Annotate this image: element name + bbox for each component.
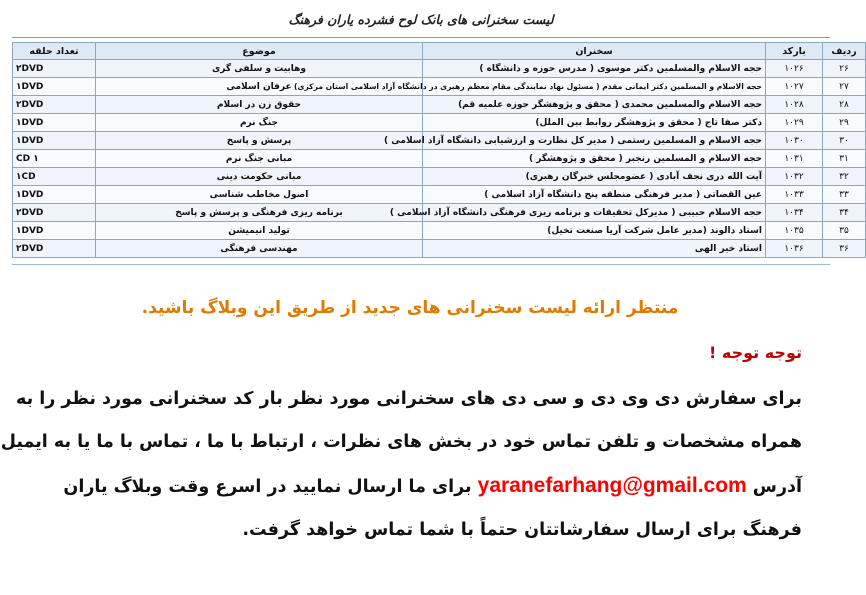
cell-row-number: ۳۶ [823,240,866,258]
table-row [13,60,866,78]
cell-count: ۱DVD [13,222,96,240]
cell-barcode: ۱۰۲۷ [766,78,823,96]
cell-count: ۱DVD [13,78,96,96]
cell-count: ۲DVD [13,96,96,114]
instructions-line-2: همراه مشخصات و تلفن تماس خود در بخش های نظرات ، ارتباط با ما ، تماس با ما یا به ایمیل [0,432,802,452]
instructions-line-3 [40,464,802,509]
cell-count: ۲DVD [13,60,96,78]
cell-topic: جنگ نرم [96,114,423,132]
cell-speaker: استاد دالوند (مدیر عامل شرکت آریا صنعت تخیل) [423,222,766,240]
cell-count: ۲DVD [13,240,96,258]
cell-topic: مبانی حکومت دینی [96,168,423,186]
cell-speaker: دکتر صفا تاج ( محقق و پژوهشگر روابط بین الملل) [423,114,766,132]
cell-topic: مبانی جنگ نرم [96,150,423,168]
title-divider [12,37,830,38]
cell-row-number: ۳۱ [823,150,866,168]
cell-row-number: ۳۳ [823,186,866,204]
table-row [13,132,866,150]
table-row [13,222,866,240]
cell-row-number: ۳۲ [823,168,866,186]
order-instructions [0,378,802,552]
cell-speaker: حجه الاسلام والمسلمین محمدی ( محقق و پژوهشگر حوزه علمیه قم) [423,96,766,114]
cell-topic: برنامه ریزی فرهنگی و پرسش و پاسخ [96,204,423,222]
header-topic: موضوع [96,43,423,60]
cell-barcode: ۱۰۳۴ [766,204,823,222]
table-row [13,186,866,204]
table-row [13,168,866,186]
cell-count: ۲DVD [13,204,96,222]
instructions-line-1: برای سفارش دی وی دی و سی دی های سخنرانی مورد نظر بار کد سخنرانی مورد نظر را به [15,389,802,409]
table-header-row [13,43,866,60]
cell-row-number: ۲۷ [823,78,866,96]
cell-row-number: ۳۴ [823,204,866,222]
cell-speaker: حجه الاسلام و المسلمین رنجبر ( محقق و پژوهشگر ) [423,150,766,168]
cell-topic: تولید انیمیشن [96,222,423,240]
cell-topic: پرسش و پاسخ [96,132,423,150]
cell-speaker: حجه الاسلام و المسلمین رستمی ( مدیر کل نظارت و ارزشیابی دانشگاه آزاد اسلامی ) [423,132,766,150]
cell-barcode: ۱۰۲۸ [766,96,823,114]
cell-row-number: ۲۸ [823,96,866,114]
cell-topic: وهابیت و سلفی گری [96,60,423,78]
cell-speaker: عین القضاتی ( مدیر فرهنگی منطقه پنج دانشگاه آزاد اسلامی ) [423,186,766,204]
cell-row-number: ۲۶ [823,60,866,78]
header-barcode: بارکد [766,43,823,60]
table-row [13,240,866,258]
cell-count: ۱DVD [13,186,96,204]
cell-barcode: ۱۰۳۵ [766,222,823,240]
cell-speaker: حجه الاسلام حبیبی ( مدیرکل تحقیقات و برنامه ریزی فرهنگی دانشگاه آزاد اسلامی ) [423,204,766,222]
address-label: آدرس [746,477,802,497]
header-speaker: سخنران [423,43,766,60]
instructions-line-4: فرهنگ برای ارسال سفارشاتتان حتماً با شما تماس خواهد گرفت. [242,520,802,540]
header-count: تعداد حلقه [13,43,96,60]
cell-barcode: ۱۰۳۲ [766,168,823,186]
new-lectures-notice: منتظر ارائه لیست سخنرانی های جدید از طریق این وبلاگ باشید. [141,298,679,318]
header-row-number: ردیف [823,43,866,60]
cell-barcode: ۱۰۳۱ [766,150,823,168]
cell-count: ۱ CD [13,150,96,168]
cell-speaker: آیت الله دری نجف آبادی ( عضومجلس خبرگان رهبری) [423,168,766,186]
cell-barcode: ۱۰۳۳ [766,186,823,204]
cell-topic: مهندسی فرهنگی [96,240,423,258]
table-row [13,96,866,114]
cell-row-number: ۲۹ [823,114,866,132]
cell-row-number: ۳۰ [823,132,866,150]
table-row [13,204,866,222]
panel-bottom-border [12,264,830,265]
cell-topic: عرفان اسلامی [96,78,423,96]
cell-topic: حقوق زن در اسلام [96,96,423,114]
instructions-line-3-rest: برای ما ارسال نمایید در اسرع وقت وبلاگ یاران [63,477,478,497]
cell-barcode: ۱۰۲۶ [766,60,823,78]
cell-count: ۱CD [13,168,96,186]
table-title: لیست سخنرانی های بانک لوح فشرده یاران فرهنگ [288,12,554,27]
cell-speaker: حجه الاسلام والمسلمین دکتر موسوی ( مدرس حوزه و دانشگاه ) [423,60,766,78]
cell-row-number: ۳۵ [823,222,866,240]
cell-count: ۱DVD [13,114,96,132]
attention-heading: توجه توجه ! [709,343,802,362]
table-row [13,78,866,96]
cell-barcode: ۱۰۳۰ [766,132,823,150]
email-link[interactable]: yaranefarhang@gmail.com [477,474,747,497]
cell-speaker: استاد خیر الهی [423,240,766,258]
cell-speaker: حجه الاسلام و المسلمین دکتر ایمانی مقدم ( مسئول نهاد نمایندگی مقام معظم رهبری در دانشگاه آزاد اسلامی استان مرکزی) [423,78,766,96]
lecture-list-panel [12,6,857,265]
cell-topic: اصول مخاطب شناسی [96,186,423,204]
cell-barcode: ۱۰۳۶ [766,240,823,258]
cell-count: ۱DVD [13,132,96,150]
cell-barcode: ۱۰۲۹ [766,114,823,132]
lecture-table [12,42,866,258]
table-row [13,150,866,168]
table-row [13,114,866,132]
